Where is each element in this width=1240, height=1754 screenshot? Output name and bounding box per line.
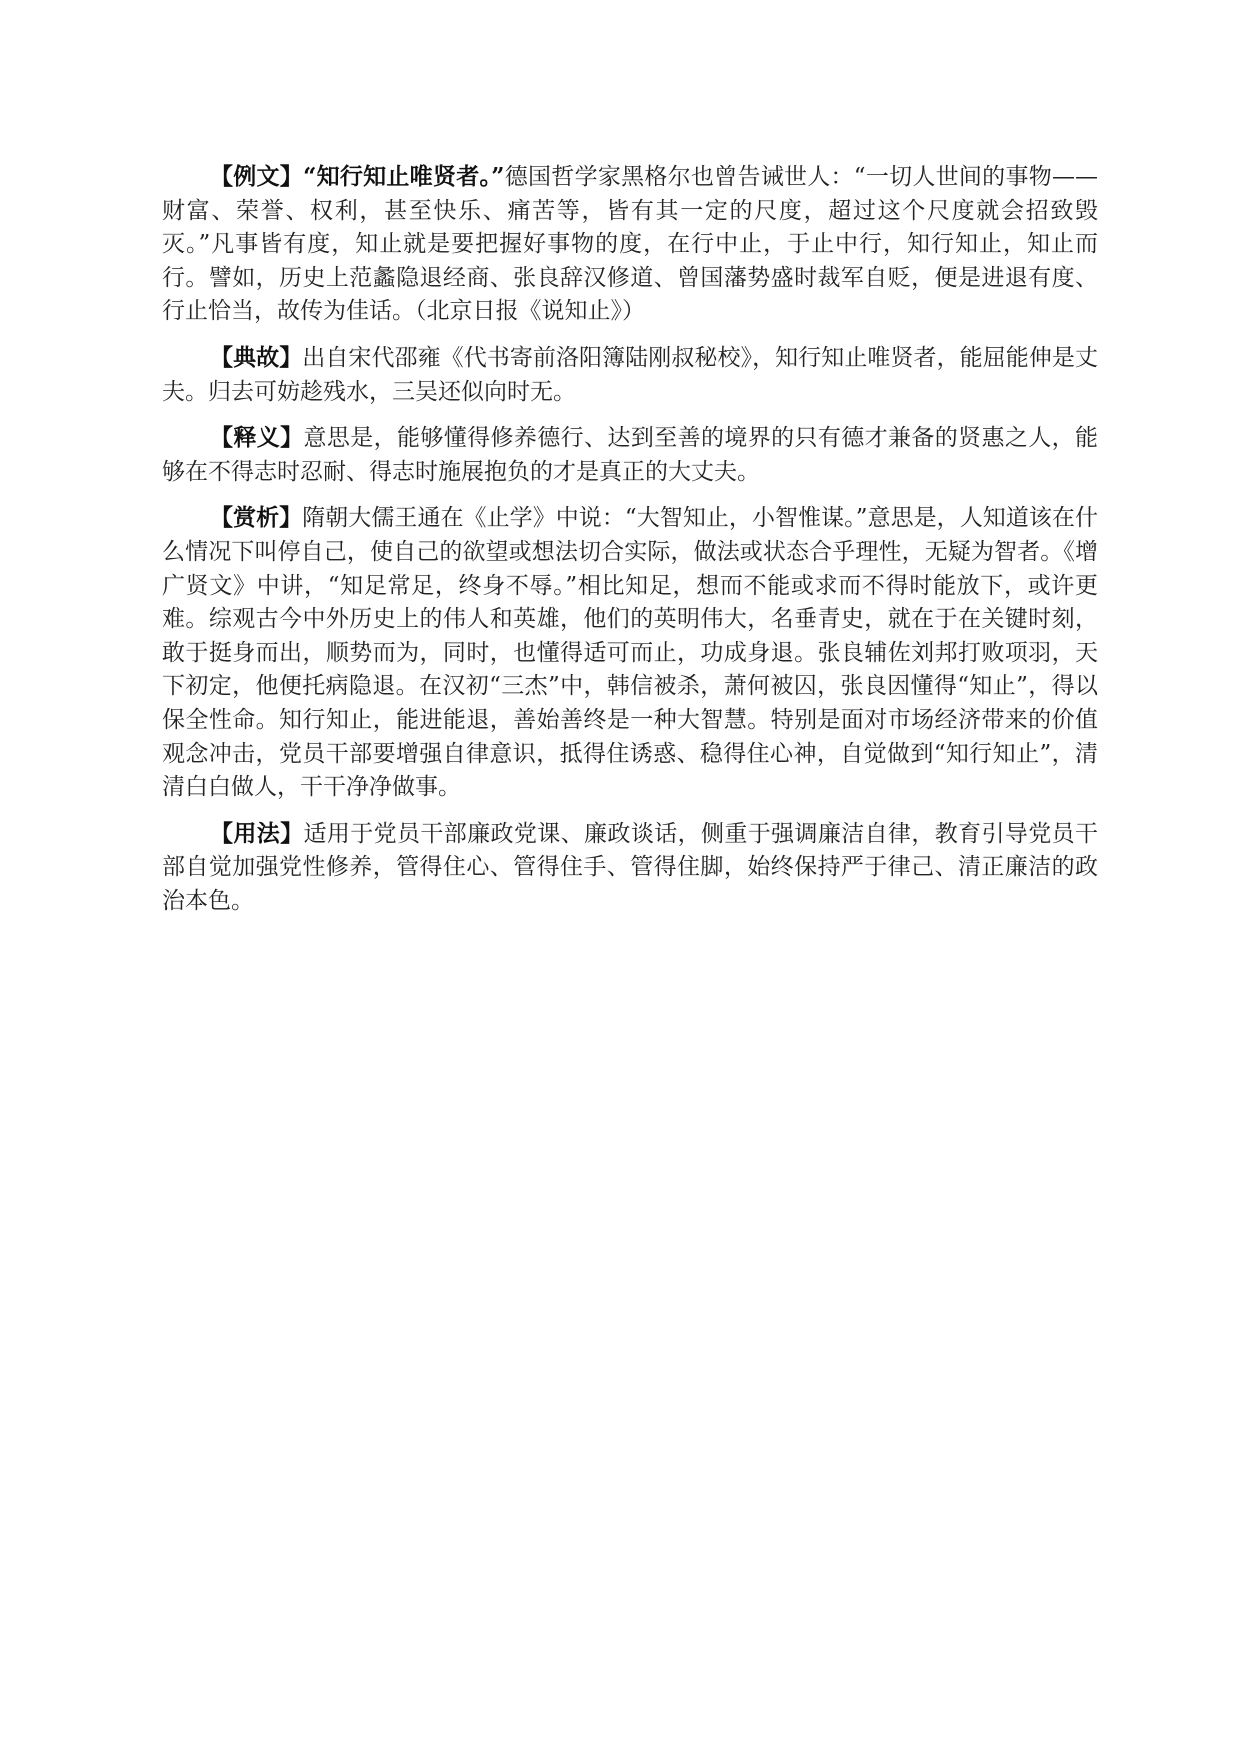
appreciation-paragraph <box>162 501 1098 804</box>
usage-tag: 【用法】 <box>210 819 304 847</box>
example-lead-quote: “知行知止唯贤者。” <box>303 163 505 190</box>
definition-tag: 【释义】 <box>210 424 304 452</box>
example-paragraph <box>162 160 1098 329</box>
allusion-tag: 【典故】 <box>210 343 303 371</box>
allusion-paragraph <box>162 341 1098 409</box>
definition-paragraph <box>162 421 1098 489</box>
usage-paragraph <box>162 817 1098 919</box>
appreciation-tag: 【赏析】 <box>210 504 303 532</box>
allusion-text: 出自宋代邵雍《代书寄前洛阳簿陆刚叔秘校》，知行知止唯贤者，能屈能伸是丈夫。归去可妨趁残水，三吴还似向时无。 <box>162 344 1099 405</box>
example-text: 德国哲学家黑格尔也曾告诫世人：“一切人世间的事物——财富、荣誉、权利，甚至快乐、痛苦等，皆有其一定的尺度，超过这个尺度就会招致毁灭。”凡事皆有度，知止就是要把握好事物的度，在行中止，于止中行，知行知止，知止而行。譬如，历史上范蠡隐退经商、张良辞汉修道、曾国藩势盛时裁军自贬，便是进退有度、行止恰当，故传为佳话。（北京日报《说知止》） <box>162 164 1098 325</box>
definition-text: 意思是，能够懂得修养德行、达到至善的境界的只有德才兼备的贤惠之人，能够在不得志时忍耐、得志时施展抱负的才是真正的大丈夫。 <box>162 425 1099 485</box>
usage-text: 适用于党员干部廉政党课、廉政谈话，侧重于强调廉洁自律，教育引导党员干部自觉加强党性修养，管得住心、管得住手、管得住脚，始终保持严于律己、清正廉洁的政治本色。 <box>162 820 1099 914</box>
example-tag: 【例文】 <box>210 163 304 190</box>
document-body <box>162 160 1098 930</box>
appreciation-text: 隋朝大儒王通在《止学》中说：“大智知止，小智惟谋。”意思是，人知道该在什么情况下叫停自己，使自己的欲望或想法切合实际，做法或状态合乎理性，无疑为智者。《增广贤文》中讲，“知足常足，终身不辱。”相比知足，想而不能或求而不得时能放下，或许更难。综观古今中外历史上的伟人和英雄，他们的英明伟大，名垂青史，就在于在关键时刻，敢于挺身而出，顺势而为，同时，也懂得适可而止，功成身退。张良辅佐刘邦打败项羽，天下初定，他便托病隐退。在汉初“三杰”中，韩信被杀，萧何被囚，张良因懂得“知止”，得以保全性命。知行知止，能进能退，善始善终是一种大智慧。特别是面对市场经济带来的价值观念冲击，党员干部要增强自律意识，抵得住诱惑、稳得住心神，自觉做到“知行知止”，清清白白做人，干干净净做事。 <box>162 505 1098 801</box>
